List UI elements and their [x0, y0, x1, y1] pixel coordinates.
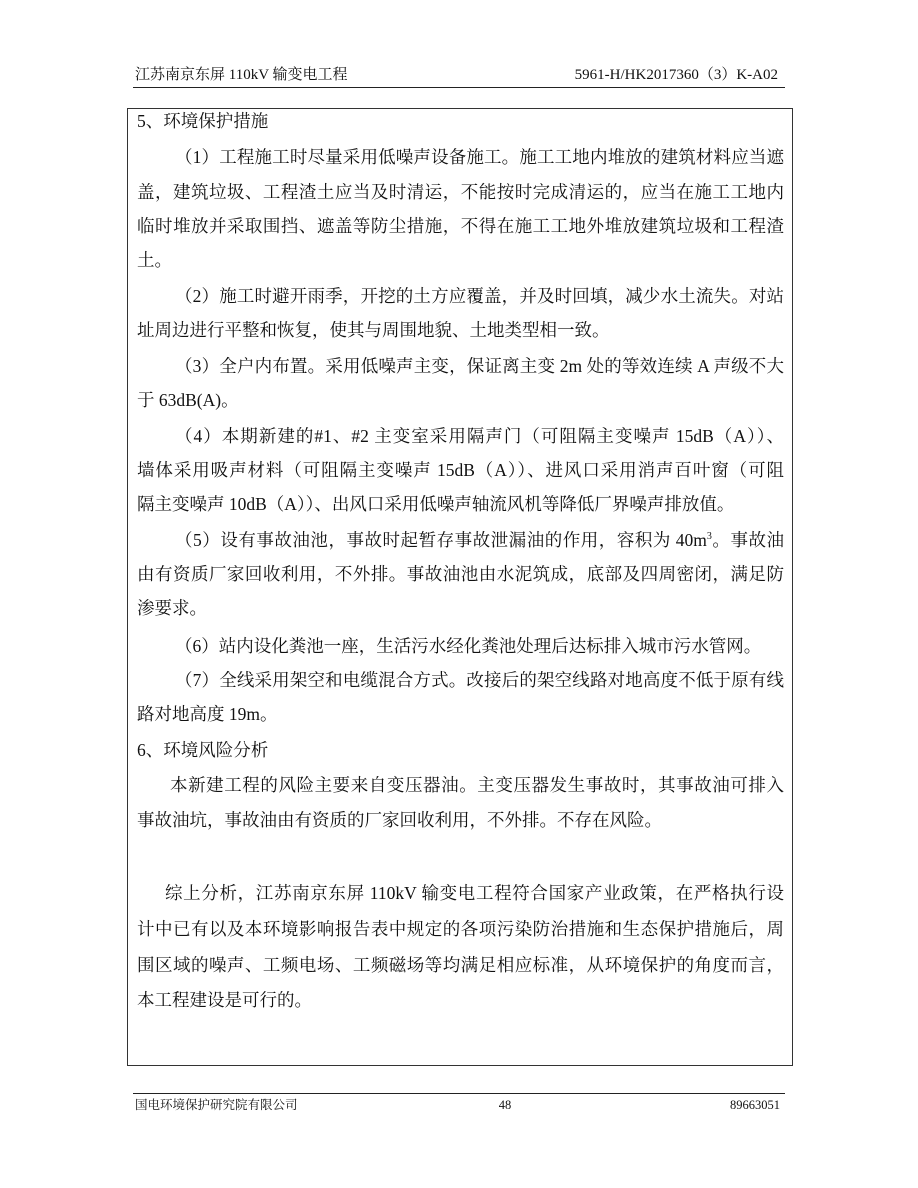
measure-5-line: 由有资质厂家回收利用，不外排。事故油池由水泥筑成，底部及四周密闭，满足防 [137, 564, 784, 584]
header-divider [133, 87, 785, 88]
header-document-code: 5961-H/HK2017360（3）K-A02 [574, 67, 778, 83]
measure-2-line: （2）施工时避开雨季，开挖的土方应覆盖，并及时回填，减少水土流失。对站 [175, 286, 784, 306]
footer-divider [133, 1093, 785, 1094]
footer-phone: 89663051 [730, 1098, 780, 1112]
measure-1-line: 临时堆放并采取围挡、遮盖等防尘措施，不得在施工工地外堆放建筑垃圾和工程渣 [137, 216, 784, 236]
measure-5-text: 。事故油 [711, 530, 784, 550]
section-5-heading: 5、环境保护措施 [137, 111, 269, 131]
measure-3-line: （3）全户内布置。采用低噪声主变，保证离主变 2m 处的等效连续 A 声级不大 [175, 356, 784, 376]
measure-7-line: （7）全线采用架空和电缆混合方式。改接后的架空线路对地高度不低于原有线 [175, 670, 784, 690]
measure-4-line: 墙体采用吸声材料（可阻隔主变噪声 15dB（A））、进风口采用消声百叶窗（可阻 [137, 460, 784, 480]
measure-1-line: 土。 [137, 250, 172, 270]
measure-1-line: 盖，建筑垃圾、工程渣土应当及时清运，不能按时完成清运的，应当在施工工地内 [137, 182, 784, 202]
footer-company: 国电环境保护研究院有限公司 [135, 1098, 298, 1112]
measure-3-line: 于 63dB(A)。 [137, 390, 239, 410]
measure-5-line: 渗要求。 [137, 598, 207, 618]
risk-analysis-line: 本新建工程的风险主要来自变压器油。主变压器发生事故时，其事故油可排入 [170, 775, 784, 795]
measure-6-line: （6）站内设化粪池一座，生活污水经化粪池处理后达标排入城市污水管网。 [175, 636, 762, 656]
risk-analysis-line: 事故油坑，事故油由有资质的厂家回收利用，不外排。不存在风险。 [137, 810, 662, 830]
cubic-superscript: 3 [706, 531, 712, 542]
conclusion-line: 围区域的噪声、工频电场、工频磁场等均满足相应标准，从环境保护的角度而言， [137, 955, 784, 975]
section-6-heading: 6、环境风险分析 [137, 740, 269, 760]
measure-4-line: 隔主变噪声 10dB（A））、出风口采用低噪声轴流风机等降低厂界噪声排放值。 [137, 494, 735, 514]
header-project-title: 江苏南京东屏 110kV 输变电工程 [135, 67, 348, 83]
measure-4-line: （4）本期新建的#1、#2 主变室采用隔声门（可阻隔主变噪声 15dB（A））、 [175, 426, 784, 446]
conclusion-line: 计中已有以及本环境影响报告表中规定的各项污染防治措施和生态保护措施后，周 [137, 919, 784, 939]
measure-5-line [175, 529, 784, 551]
measure-2-line: 址周边进行平整和恢复，使其与周围地貌、土地类型相一致。 [137, 320, 610, 340]
conclusion-line: 本工程建设是可行的。 [137, 990, 312, 1010]
page-number: 48 [498, 1098, 512, 1112]
measure-1-line: （1）工程施工时尽量采用低噪声设备施工。施工工地内堆放的建筑材料应当遮 [175, 147, 784, 167]
measure-5-text: （5）设有事故油池，事故时起暂存事故泄漏油的作用，容积为 40m [175, 530, 707, 550]
conclusion-line: 综上分析，江苏南京东屏 110kV 输变电工程符合国家产业政策，在严格执行设 [165, 883, 784, 903]
measure-7-line: 路对地高度 19m。 [137, 704, 278, 724]
